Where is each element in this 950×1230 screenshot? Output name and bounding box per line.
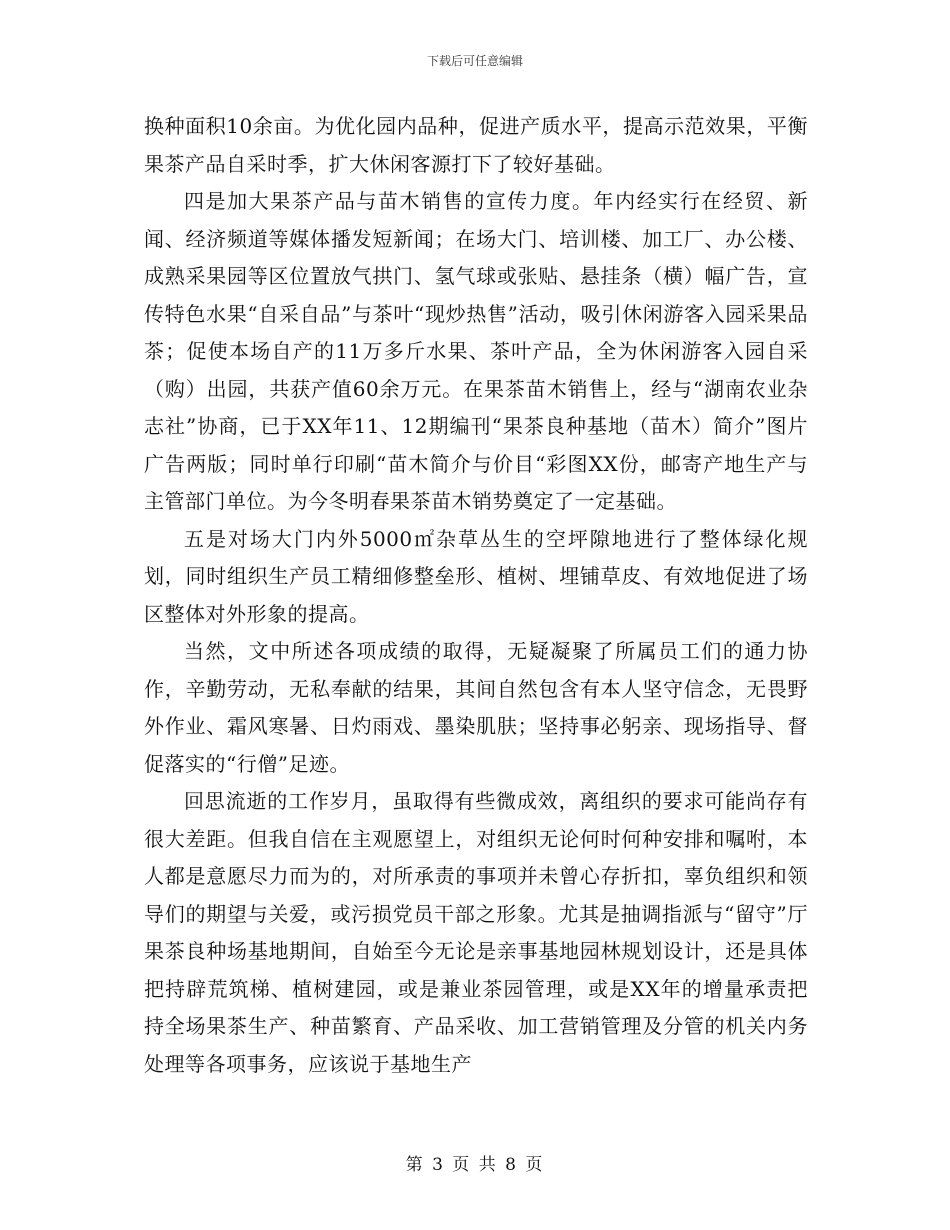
paragraph-1: 换种面积10余亩。为优化园内品种，促进产质水平，提高示范效果，平衡果茶产品自采时季，扩大休闲客源打下了较好基础。 (144, 114, 808, 176)
page-number: 第 3 页 共 8 页 (405, 1155, 545, 1175)
paragraph-2: 四是加大果茶产品与苗木销售的宣传力度。年内经实行在经贸、新闻、经济频道等媒体播发短新闻；在场大门、培训楼、加工厂、办公楼、成熟采果园等区位置放气拱门、氢气球或张贴、悬挂条（横）幅广告，宣传特色水果“自采自品”与茶叶“现炒热售”活动，吸引休闲游客入园采果品茶；促使本场自产的11万多斤水果、茶叶产品，全为休闲游客入园自采（购）出园，共获产值60余万元。在果茶苗木销售上，经与“湖南农业杂志社”协商，已于XX年11、12期编刊“果茶良种基地（苗木）简介”图片广告两版；同时单行印刷“苗木简介与价目“彩图XX份，邮寄产地生产与主管部门单位。为今冬明春果茶苗木销势奠定了一定基础。 (144, 189, 808, 513)
paragraph-4: 当然，文中所述各项成绩的取得，无疑凝聚了所属员工们的通力协作，辛勤劳动，无私奉献的结果，其间自然包含有本人坚守信念，无畏野外作业、霜风寒暑、日灼雨戏、墨染肌肤；坚持事必躬亲、现场指导、督促落实的“行僧”足迹。 (144, 639, 808, 776)
paragraph-3: 五是对场大门内外5000㎡杂草丛生的空坪隙地进行了整体绿化规划，同时组织生产员工精细修整垒形、植树、埋铺草皮、有效地促进了场区整体对外形象的提高。 (144, 526, 808, 626)
paragraph-5: 回思流逝的工作岁月，虽取得有些微成效，离组织的要求可能尚存有很大差距。但我自信在主观愿望上，对组织无论何时何种安排和嘱咐，本人都是意愿尽力而为的，对所承责的事项并未曾心存折扣，辜负组织和领导们的期望与关爱，或污损党员干部之形象。尤其是抽调指派与“留守”厅果茶良种场基地期间，自始至今无论是亲事基地园林规划设计，还是具体把持辟荒筑梯、植树建园，或是兼业茶园管理，或是XX年的增量承责把持全场果茶生产、种苗繁育、产品采收、加工营销管理及分管的机关内务处理等各项事务，应该说于基地生产 (144, 789, 808, 1076)
document-body (144, 108, 808, 1083)
page-header-note: 下载后可任意编辑 (426, 54, 523, 68)
